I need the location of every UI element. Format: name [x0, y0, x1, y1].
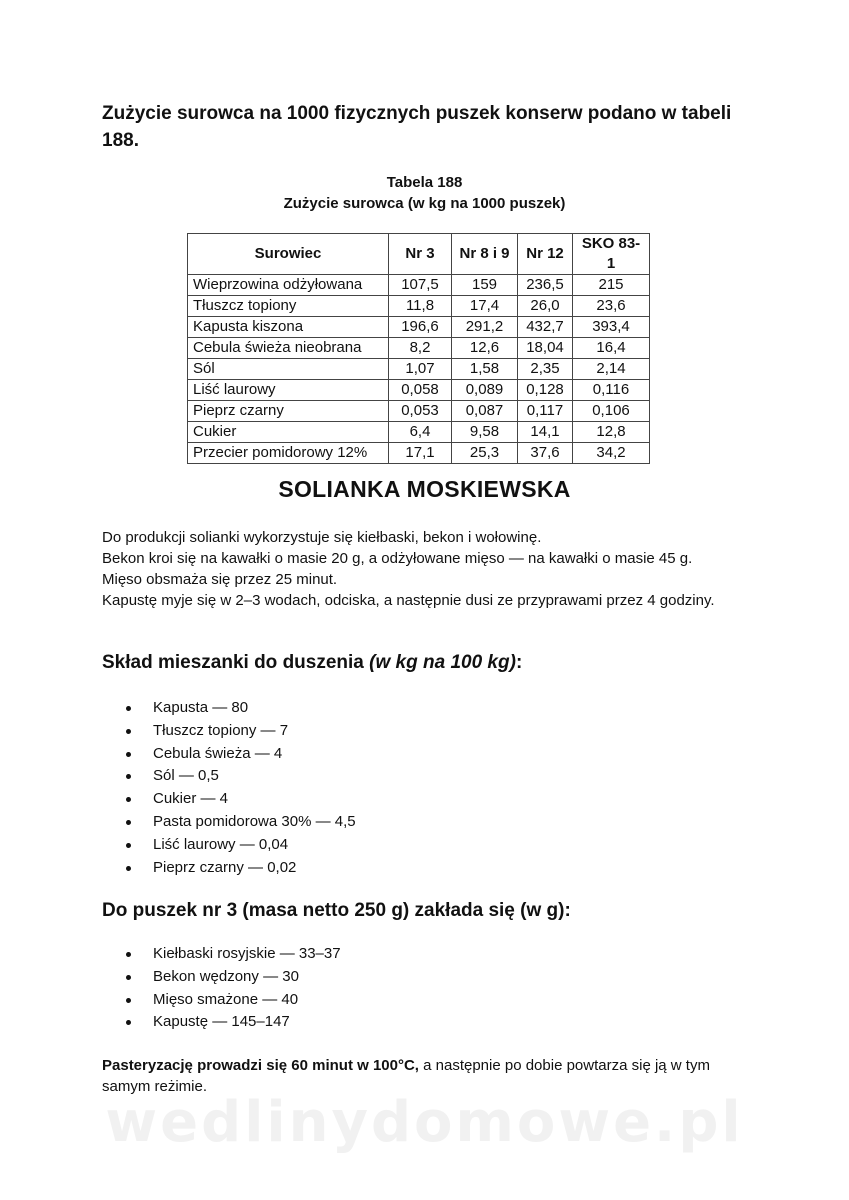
table-cell: Pieprz czarny — [188, 401, 389, 422]
bullet-icon — [126, 752, 131, 757]
table-cell: 393,4 — [573, 317, 650, 338]
table-row — [188, 401, 650, 422]
table-cell: 0,128 — [518, 380, 573, 401]
can-contents-heading: Do puszek nr 3 (masa netto 250 g) zakłada się (w g): — [102, 900, 571, 921]
table-cell: Liść laurowy — [188, 380, 389, 401]
bullet-icon — [126, 866, 131, 871]
description-line: Kapustę myje się w 2–3 wodach, odciska, a następnie dusi ze przyprawami przez 4 godziny. — [102, 592, 715, 609]
table-cell: 107,5 — [389, 275, 452, 296]
table-cell: Sól — [188, 359, 389, 380]
column-header: Surowiec — [188, 234, 389, 275]
list-item-text: Liść laurowy — 0,04 — [153, 835, 289, 853]
table-cell: Wieprzowina odżyłowana — [188, 275, 389, 296]
table-cell: 291,2 — [452, 317, 518, 338]
bullet-icon — [126, 797, 131, 802]
table-row — [188, 296, 650, 317]
list-item-text: Kapusta — 80 — [153, 699, 249, 716]
table-row — [188, 275, 650, 296]
column-header: Nr 3 — [389, 234, 452, 275]
list-item — [126, 834, 356, 857]
bullet-icon — [126, 952, 131, 957]
table-cell: Kapusta kiszona — [188, 317, 389, 338]
bullet-icon — [126, 975, 131, 980]
table-cell: 1,07 — [389, 359, 452, 380]
list-item — [126, 697, 356, 720]
description — [102, 527, 762, 611]
bullet-icon — [126, 843, 131, 848]
mixture-heading-main: Skład mieszanki do duszenia — [102, 652, 370, 673]
table-cell: 0,117 — [518, 401, 573, 422]
table-cell: 17,1 — [389, 443, 452, 464]
table-cell: Przecier pomidorowy 12% — [188, 443, 389, 464]
consumption-table — [187, 233, 650, 464]
bullet-icon — [126, 1020, 131, 1025]
table-cell: 17,4 — [452, 296, 518, 317]
description-line: Bekon kroi się na kawałki o masie 20 g, a odżyłowane mięso — na kawałki o masie 45 g. — [102, 550, 693, 567]
list-item — [126, 857, 356, 880]
mixture-list — [126, 697, 356, 879]
table-cell: 34,2 — [573, 443, 650, 464]
list-item-text: Cebula świeża — 4 — [153, 744, 283, 762]
table-cell: 2,14 — [573, 359, 650, 380]
list-item-text: Pieprz czarny — 0,02 — [153, 858, 297, 876]
table-cell: 1,58 — [452, 359, 518, 380]
list-item — [126, 765, 356, 788]
table-row — [188, 422, 650, 443]
pasteurization-note-rest: a następnie po dobie powtarza się ją w tym samym reżimie. — [102, 1057, 710, 1095]
column-header: Nr 12 — [518, 234, 573, 275]
table-row — [188, 317, 650, 338]
table-cell: Cebula świeża nieobrana — [188, 338, 389, 359]
list-item-text: Kiełbaski rosyjskie — 33–37 — [153, 945, 341, 962]
table-cell: 12,6 — [452, 338, 518, 359]
table-cell: 12,8 — [573, 422, 650, 443]
table-caption-title: Zużycie surowca (w kg na 1000 puszek) — [283, 195, 566, 212]
list-item-text: Bekon wędzony — 30 — [153, 967, 299, 985]
intro-text: Zużycie surowca na 1000 fizycznych puszek konserw podano w tabeli 188. — [102, 103, 732, 151]
table-cell: 0,089 — [452, 380, 518, 401]
list-item-text: Mięso smażone — 40 — [153, 990, 299, 1008]
table-row — [188, 380, 650, 401]
list-item-text: Sól — 0,5 — [153, 767, 219, 785]
table-header-row — [188, 234, 650, 275]
table-cell: Tłuszcz topiony — [188, 296, 389, 317]
table-cell: 196,6 — [389, 317, 452, 338]
table-cell: 23,6 — [573, 296, 650, 317]
list-item-text: Cukier — 4 — [153, 790, 229, 808]
table-cell: 432,7 — [518, 317, 573, 338]
bullet-icon — [126, 706, 131, 711]
can-contents-list — [126, 943, 341, 1034]
table-cell: 9,58 — [452, 422, 518, 443]
table-cell: 14,1 — [518, 422, 573, 443]
list-item — [126, 989, 341, 1012]
table-row — [188, 359, 650, 380]
description-line: Do produkcji solianki wykorzystuje się kiełbaski, bekon i wołowinę. — [102, 529, 542, 546]
table-caption-number: Tabela 188 — [386, 174, 463, 191]
watermark: wedlinydomowe.pl — [105, 1090, 744, 1155]
mixture-heading-unit: (w kg na 100 kg) — [369, 652, 516, 673]
table-cell: 2,35 — [518, 359, 573, 380]
list-item — [126, 1011, 341, 1034]
table-row — [188, 443, 650, 464]
list-item — [126, 966, 341, 989]
list-item — [126, 743, 356, 766]
table-cell: 236,5 — [518, 275, 573, 296]
table-cell: 37,6 — [518, 443, 573, 464]
table-cell: 0,087 — [452, 401, 518, 422]
column-header: SKO 83-1 — [573, 234, 650, 275]
recipe-title: SOLIANKA MOSKIEWSKA — [278, 476, 571, 502]
description-line: Mięso obsmaża się przez 25 minut. — [102, 571, 338, 588]
bullet-icon — [126, 729, 131, 734]
table-cell: 11,8 — [389, 296, 452, 317]
table-cell: 18,04 — [518, 338, 573, 359]
list-item — [126, 788, 356, 811]
list-item-text: Pasta pomidorowa 30% — 4,5 — [153, 812, 356, 830]
list-item-text: Kapustę — 145–147 — [153, 1013, 290, 1031]
column-header: Nr 8 i 9 — [452, 234, 518, 275]
table-cell: 8,2 — [389, 338, 452, 359]
table-cell: 16,4 — [573, 338, 650, 359]
bullet-icon — [126, 774, 131, 779]
table-cell: 26,0 — [518, 296, 573, 317]
table-cell: 0,053 — [389, 401, 452, 422]
table-cell: 0,116 — [573, 380, 650, 401]
table-cell: Cukier — [188, 422, 389, 443]
mixture-heading-colon: : — [515, 652, 523, 673]
table-cell: 215 — [573, 275, 650, 296]
bullet-icon — [126, 820, 131, 825]
table-cell: 0,106 — [573, 401, 650, 422]
table-cell: 6,4 — [389, 422, 452, 443]
table-row — [188, 338, 650, 359]
list-item — [126, 720, 356, 743]
list-item — [126, 943, 341, 966]
list-item — [126, 811, 356, 834]
pasteurization-note-bold: Pasteryzację prowadzi się 60 minut w 100°C, — [102, 1057, 419, 1074]
table-cell: 25,3 — [452, 443, 518, 464]
bullet-icon — [126, 998, 131, 1003]
table-cell: 159 — [452, 275, 518, 296]
mixture-heading — [102, 652, 522, 674]
list-item-text: Tłuszcz topiony — 7 — [153, 721, 289, 739]
table-cell: 0,058 — [389, 380, 452, 401]
